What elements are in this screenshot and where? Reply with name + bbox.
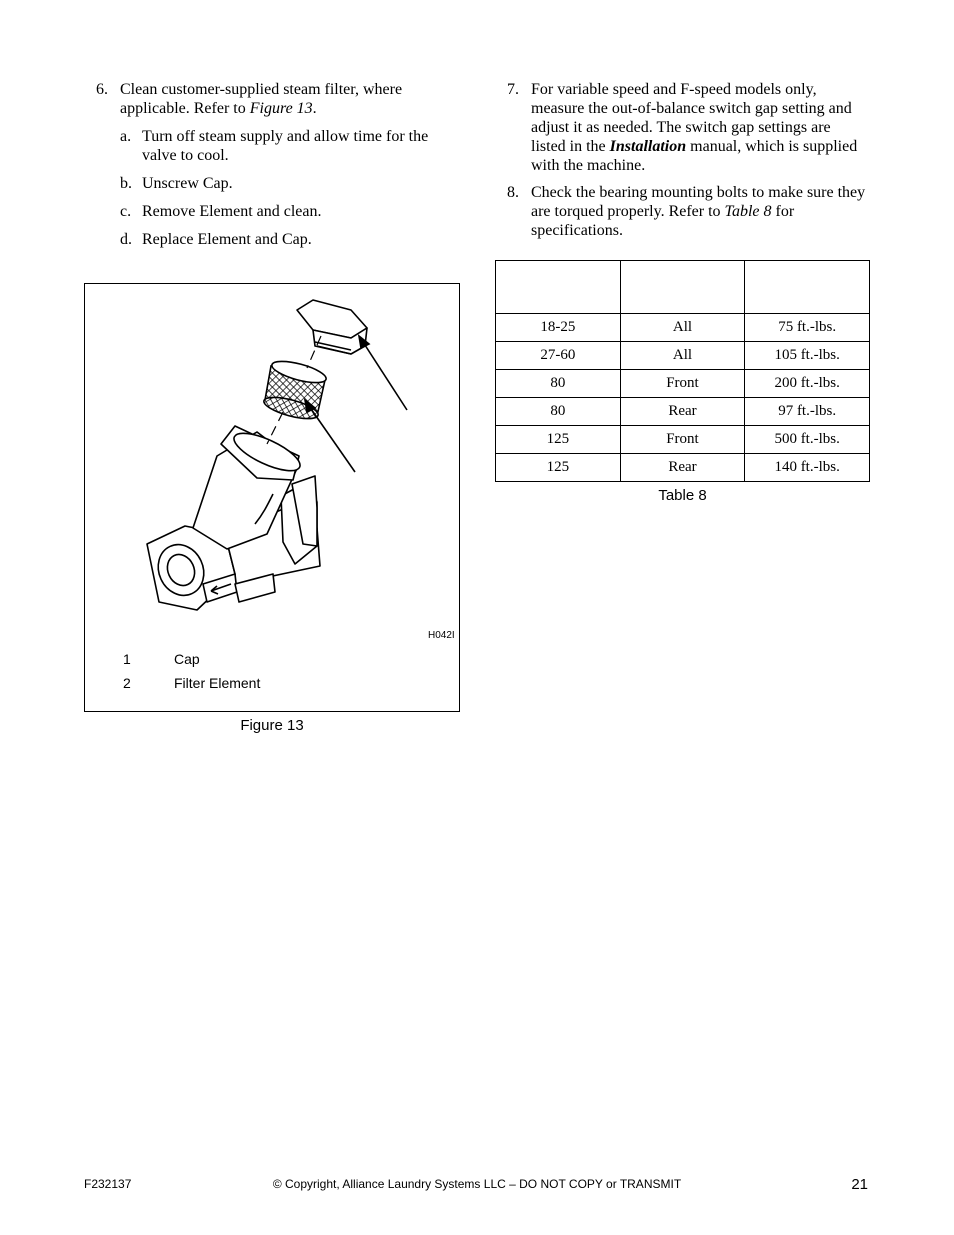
step-7	[507, 80, 867, 175]
steam-filter-illustration	[85, 284, 459, 711]
figure-code: H042I	[428, 630, 455, 641]
substep-label: b.	[120, 175, 132, 192]
legend-number: 2	[123, 675, 131, 691]
step-6	[96, 80, 466, 118]
manual-name: Installation	[609, 138, 687, 155]
figure-13-box	[84, 283, 460, 712]
table-cell: 80	[496, 398, 621, 426]
legend-number: 1	[123, 651, 131, 667]
table-header-cell	[496, 261, 621, 314]
step-number: 8.	[507, 184, 519, 201]
step-text-end: for specifications.	[531, 203, 795, 239]
substep-b	[120, 174, 465, 193]
table-cell: Rear	[620, 398, 745, 426]
step-text	[531, 80, 867, 175]
table-row	[496, 314, 870, 342]
table-cell: 200 ft.-lbs.	[745, 370, 870, 398]
table-cell: Front	[620, 426, 745, 454]
table-cell: 97 ft.-lbs.	[745, 398, 870, 426]
substep-c	[120, 202, 465, 221]
table-cell: 125	[496, 426, 621, 454]
table-cell: 75 ft.-lbs.	[745, 314, 870, 342]
step-number: 6.	[96, 81, 108, 98]
table-row	[496, 398, 870, 426]
figure-reference: Figure 13	[249, 100, 313, 117]
table-header-row	[496, 261, 870, 314]
legend-text: Cap	[174, 651, 200, 667]
table-cell: 105 ft.-lbs.	[745, 342, 870, 370]
step-text	[120, 80, 466, 118]
step-number: 7.	[507, 81, 519, 98]
step-8	[507, 183, 867, 240]
substep-text: Unscrew Cap.	[142, 175, 233, 192]
legend-text: Filter Element	[174, 675, 261, 691]
table-row	[496, 342, 870, 370]
step-text	[531, 183, 867, 240]
table-reference: Table 8	[724, 203, 772, 220]
table-row	[496, 370, 870, 398]
table-cell: 18-25	[496, 314, 621, 342]
table-caption: Table 8	[658, 487, 707, 504]
table-cell: 80	[496, 370, 621, 398]
step-text-start: For variable speed and F-speed models only, measure the out-of-balance switch gap setting and adjust it as needed. The switch gap settings are listed in the	[531, 81, 852, 155]
table-cell: 500 ft.-lbs.	[745, 426, 870, 454]
table-row	[496, 426, 870, 454]
substep-label: a.	[120, 128, 132, 145]
figure-caption: Figure 13	[240, 717, 304, 734]
substep-a	[120, 127, 465, 165]
copyright-notice: © Copyright, Alliance Laundry Systems LLC – DO NOT COPY or TRANSMIT	[272, 1177, 682, 1191]
table-cell: 125	[496, 454, 621, 482]
substep-text: Turn off steam supply and allow time for the valve to cool.	[142, 128, 429, 164]
substep-text: Replace Element and Cap.	[142, 231, 312, 248]
table-cell: 140 ft.-lbs.	[745, 454, 870, 482]
step-text-end: .	[312, 100, 317, 117]
substep-label: d.	[120, 231, 132, 248]
bearing-torque-table	[495, 260, 870, 482]
substep-text: Remove Element and clean.	[142, 203, 322, 220]
step-text-start: Clean customer-supplied steam filter, where applicable. Refer to	[120, 81, 403, 117]
step-text-end: manual, which is supplied with the machine.	[531, 138, 858, 174]
step-text-start: Check the bearing mounting bolts to make sure they are torqued properly. Refer to	[531, 184, 866, 220]
table-header-cell	[620, 261, 745, 314]
table-row	[496, 454, 870, 482]
document-code: F232137	[84, 1177, 132, 1191]
table-cell: 27-60	[496, 342, 621, 370]
substep-d	[120, 230, 465, 249]
table-cell: Front	[620, 370, 745, 398]
table-cell: All	[620, 342, 745, 370]
table-header-cell	[745, 261, 870, 314]
table-cell: All	[620, 314, 745, 342]
substep-label: c.	[120, 203, 132, 220]
table-cell: Rear	[620, 454, 745, 482]
page-number: 21	[851, 1176, 868, 1193]
